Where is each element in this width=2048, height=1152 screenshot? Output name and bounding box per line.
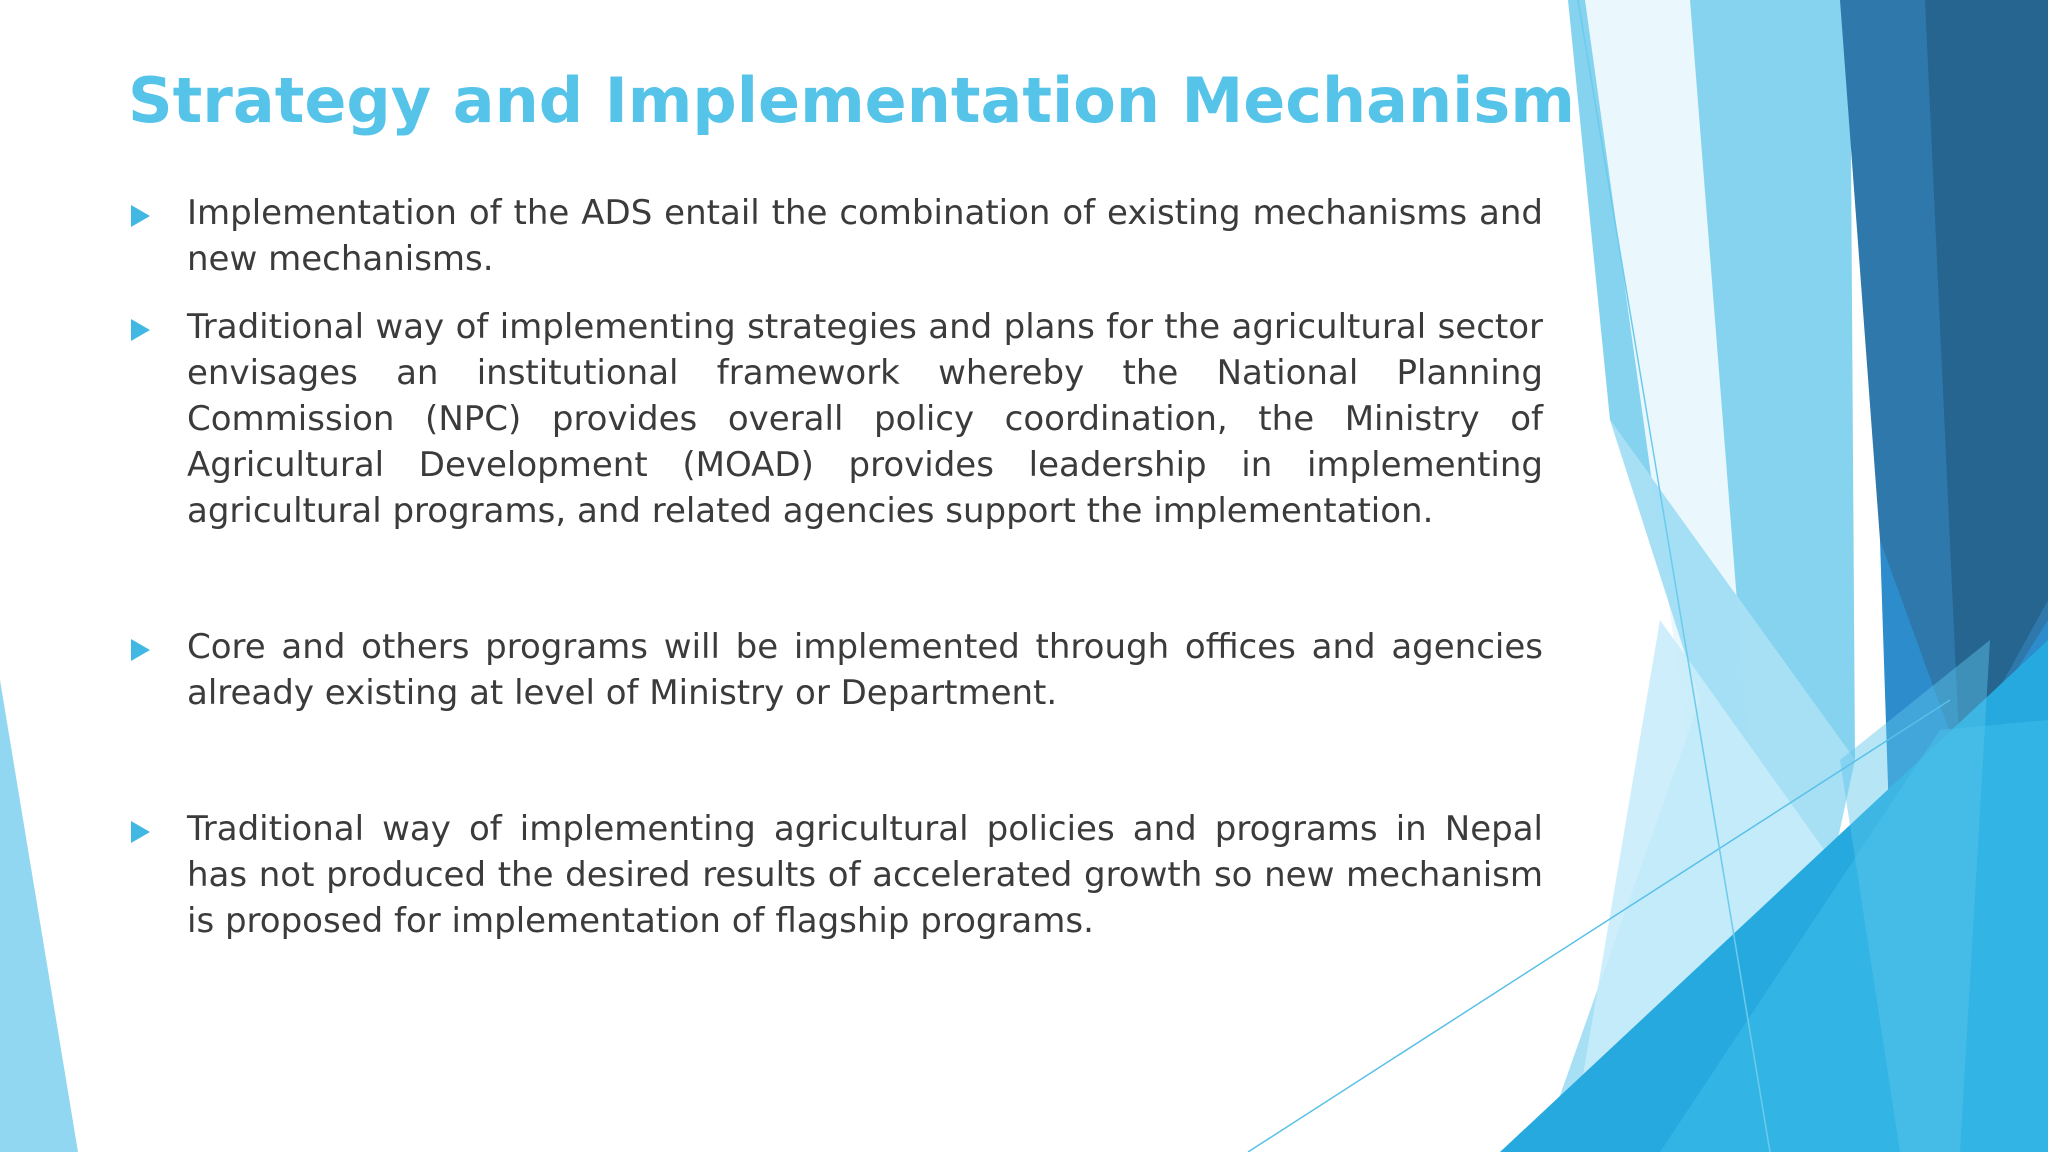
left-accent-sliver xyxy=(0,680,78,1152)
bullet-item xyxy=(128,304,1543,534)
bullet-text: Traditional way of implementing strategies and plans for the agricultural sector envisages an institutional framework whereby the National Planning Commission (NPC) provides overall policy coordination, the Ministry of Agricultural Development (MOAD) provides leadership in implementing agricultural programs, and related agencies support the implementation. xyxy=(187,307,1543,531)
bullet-item xyxy=(128,190,1543,282)
triangle-bullet-icon xyxy=(131,205,150,227)
triangle-bullet-icon xyxy=(131,319,150,341)
bullet-item xyxy=(128,624,1543,716)
triangle-bullet-icon xyxy=(131,821,150,843)
slide-title: Strategy and Implementation Mechanism xyxy=(128,64,1575,137)
bullet-text: Traditional way of implementing agricultural policies and programs in Nepal has not produced the desired results of accelerated growth so new mechanism is proposed for implementation of flagship programs. xyxy=(187,809,1543,941)
bullet-text: Implementation of the ADS entail the combination of existing mechanisms and new mechanisms. xyxy=(187,193,1543,279)
bullet-list xyxy=(128,190,1543,944)
bullet-text: Core and others programs will be implemented through offices and agencies already existing at level of Ministry or Department. xyxy=(187,627,1543,713)
triangle-bullet-icon xyxy=(131,639,150,661)
bullet-item xyxy=(128,806,1543,944)
